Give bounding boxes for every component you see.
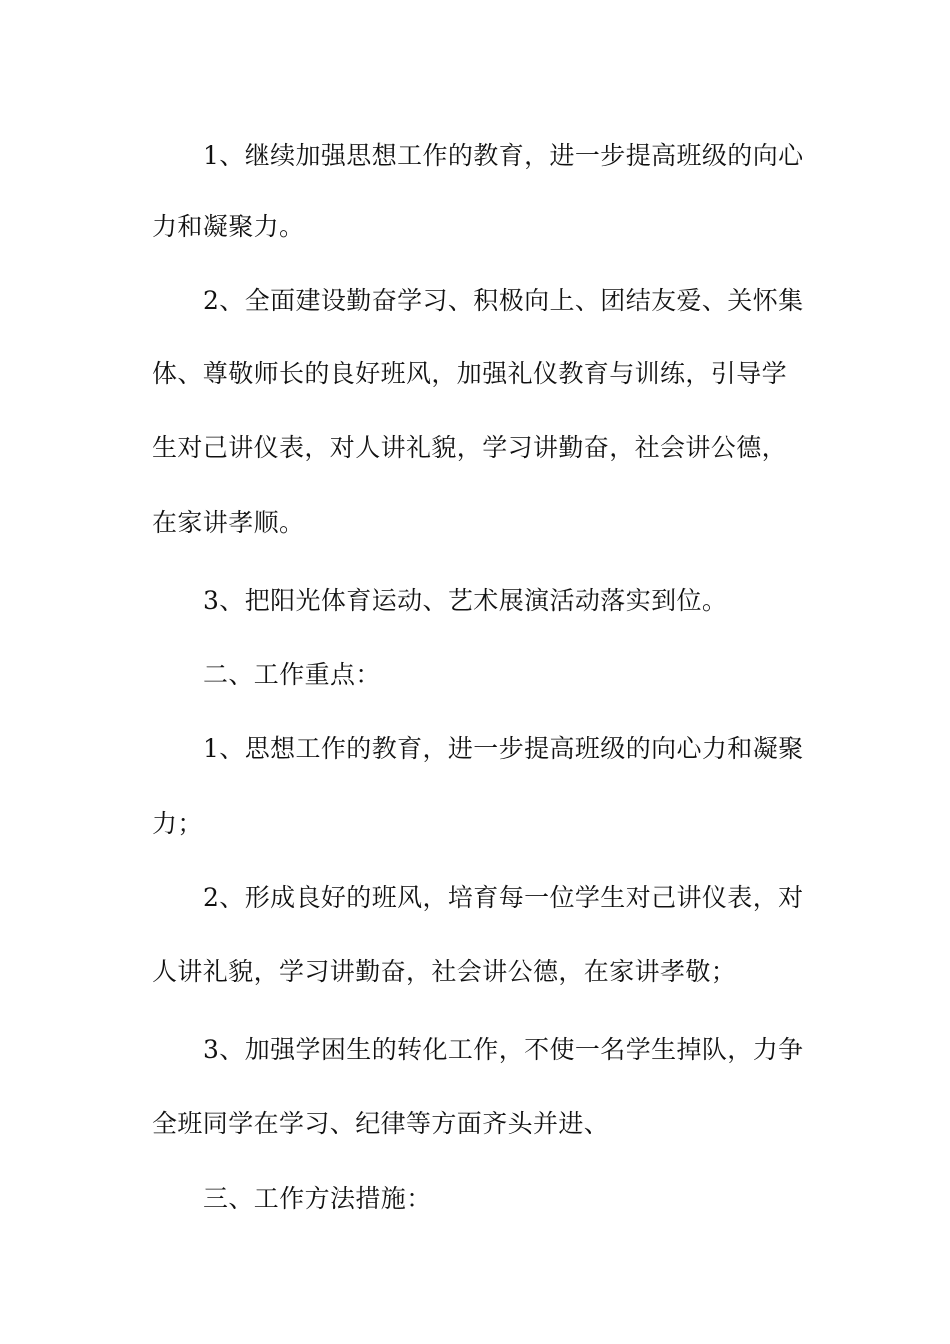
text-line-10: 力； <box>152 809 203 838</box>
text-line-11: 2、形成良好的班风，培育每一位学生对己讲仪表，对 <box>203 883 804 912</box>
text-line-9: 1、思想工作的教育，进一步提高班级的向心力和凝聚 <box>203 734 804 763</box>
text-line-14: 全班同学在学习、纪律等方面齐头并进、 <box>152 1109 610 1138</box>
text-line-2: 力和凝聚力。 <box>152 212 305 241</box>
text-line-4: 体、尊敬师长的良好班风，加强礼仪教育与训练，引导学 <box>152 359 788 388</box>
text-line-3: 2、全面建设勤奋学习、积极向上、团结友爱、关怀集 <box>203 286 804 315</box>
text-line-6: 在家讲孝顺。 <box>152 508 305 537</box>
section-heading-3: 三、工作方法措施： <box>203 1184 432 1213</box>
text-line-7: 3、把阳光体育运动、艺术展演活动落实到位。 <box>203 586 728 615</box>
text-line-13: 3、加强学困生的转化工作，不使一名学生掉队，力争 <box>203 1035 804 1064</box>
text-line-5: 生对己讲仪表，对人讲礼貌，学习讲勤奋，社会讲公德， <box>152 433 788 462</box>
section-heading-2: 二、工作重点： <box>203 660 381 689</box>
text-line-12: 人讲礼貌，学习讲勤奋，社会讲公德，在家讲孝敬； <box>152 957 737 986</box>
text-line-1: 1、继续加强思想工作的教育，进一步提高班级的向心 <box>203 141 804 170</box>
